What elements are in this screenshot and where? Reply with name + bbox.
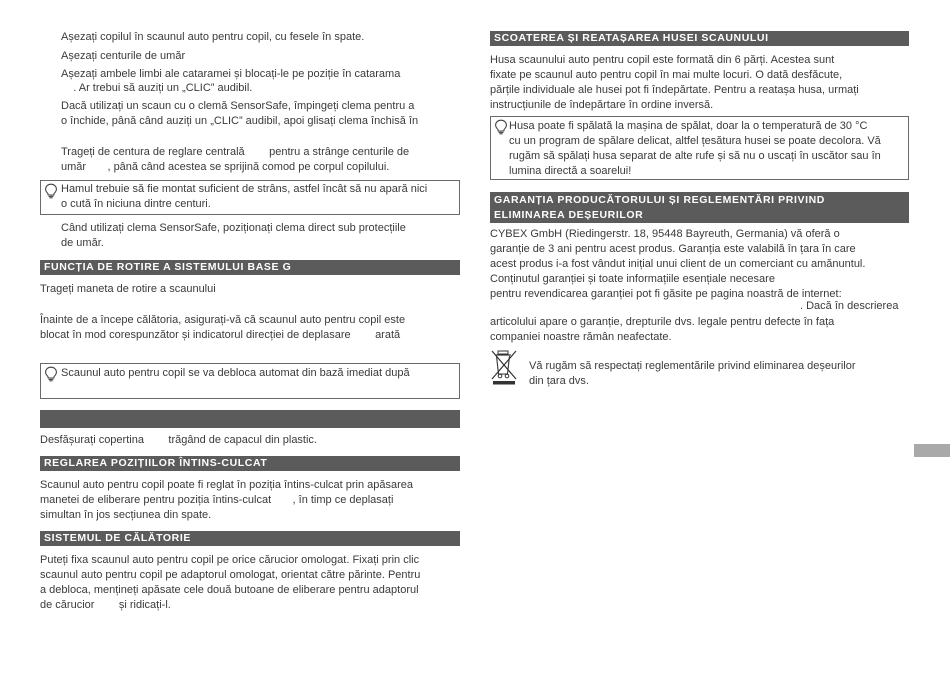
body-text: . Dacă în descrierea — [800, 300, 899, 312]
body-text: simultan în jos secțiunea din spate. — [40, 509, 212, 521]
body-text: Vă rugăm să respectați reglementările privind eliminarea deșeurilor — [529, 360, 856, 372]
body-text: fixate pe scaunul auto pentru copil în mai multe locuri. O dată desfăcute, — [490, 69, 843, 81]
note-box — [40, 180, 460, 215]
body-text: a debloca, mențineți apăsate cele două butoane de eliberare pentru adaptorul — [40, 584, 419, 596]
note-text: lumina directă a soarelui! — [509, 165, 632, 177]
note-box — [490, 116, 909, 180]
body-text: Scaunul auto pentru copil poate fi reglat în poziția întins-culcat prin apăsarea — [40, 479, 414, 491]
step-text: . Ar trebui să auziți un „CLIC” audibil. — [61, 82, 253, 94]
body-text: Puteți fixa scaunul auto pentru copil pe orice cărucior omologat. Fixați prin clic — [40, 554, 420, 566]
section-header-line: ELIMINAREA DEȘEURILOR — [494, 208, 644, 221]
section-header-canopy — [40, 410, 460, 428]
body-text: Husa scaunului auto pentru copil este formată din 6 părți. Acestea sunt — [490, 54, 835, 66]
step-text: o închide, până când auziți un „CLIC” audibil, apoi glisați clema închisă în — [61, 115, 419, 127]
note-text: cu un program de spălare delicat, altfel țesătura husei se poate decolora. Vă — [509, 135, 881, 147]
body-text: din țara dvs. — [529, 375, 589, 387]
step-text: Așezați centurile de umăr — [61, 50, 186, 62]
section-header-cover: SCOATEREA ȘI REATAȘAREA HUSEI SCAUNULUI — [490, 31, 909, 46]
body-text: pentru revendicarea garanției pot fi găsite pe pagina noastră de internet: — [490, 288, 842, 300]
note-box — [40, 363, 460, 399]
note-text: Husa poate fi spălată la mașina de spălat, doar la o temperatură de 30 °C — [509, 120, 868, 132]
body-text: Trageți maneta de rotire a scaunului — [40, 283, 216, 295]
body-text: articolului apare o garanție, drepturile dvs. legale pentru defecte în fața — [490, 316, 835, 328]
body-text: acest produs i-a fost vândut inițial unui client de un comerciant cu amănuntul. — [490, 258, 866, 270]
body-text: Desfășurați copertina trăgând de capacul din plastic. — [40, 434, 317, 446]
section-header-line: GARANȚIA PRODUCĂTORULUI ȘI REGLEMENTĂRI PRIVIND — [494, 194, 825, 206]
section-header-warranty — [490, 192, 909, 223]
body-text: instrucțiunile de îndepărtare în ordine inversă. — [490, 99, 714, 111]
body-text: CYBEX GmbH (Riedingerstr. 18, 95448 Bayreuth, Germania) vă oferă o — [490, 228, 840, 240]
body-text: manetei de eliberare pentru poziția întins-culcat , în timp ce deplasați — [40, 494, 394, 506]
note-text: Scaunul auto pentru copil se va debloca automat din bază imediat după — [61, 367, 410, 379]
body-text: Conținutul garanției și toate informațiile esențiale necesare — [490, 273, 775, 285]
step-text: umăr , până când acestea se sprijină comod pe corpul copilului. — [61, 161, 390, 173]
lightbulb-icon — [44, 183, 58, 199]
body-text: Înainte de a începe călătoria, asigurați-vă că scaunul auto pentru copil este — [40, 314, 406, 326]
body-text: garanție de 3 ani pentru acest produs. Garanția este valabilă în țara în care — [490, 243, 856, 255]
body-text: părțile individuale ale husei pot fi îndepărtate. Pentru a reatașa husa, urmați — [490, 84, 859, 96]
lightbulb-icon — [494, 119, 508, 135]
body-text: companiei noastre rămân neafectate. — [490, 331, 672, 343]
section-header-recline: REGLAREA POZIȚIILOR ÎNTINS-CULCAT — [40, 456, 460, 471]
page-edge-tab — [914, 444, 950, 457]
body-text: de cărucior și ridicați-l. — [40, 599, 171, 611]
step-text: Așezați ambele limbi ale cataramei și blocați-le pe poziție în catarama — [61, 68, 401, 80]
crossed-out-bin-icon — [490, 348, 520, 386]
lightbulb-icon — [44, 366, 58, 382]
section-header-travel: SISTEMUL DE CĂLĂTORIE — [40, 531, 460, 546]
note-text: Hamul trebuie să fie montat suficient de strâns, astfel încât să nu apară nici — [61, 183, 428, 195]
note-text: o cută în niciuna dintre centuri. — [61, 198, 211, 210]
step-text: Când utilizați clema SensorSafe, poziționați clema direct sub protecțiile — [61, 222, 406, 234]
step-text: de umăr. — [61, 237, 104, 249]
body-text: scaunul auto pentru copil pe adaptorul omologat, orientat către părinte. Pentru — [40, 569, 421, 581]
section-header-rotation: FUNCȚIA DE ROTIRE A SISTEMULUI BASE G — [40, 260, 460, 275]
body-text: blocat în mod corespunzător și indicatorul direcției de deplasare arată — [40, 329, 401, 341]
step-text: Așezați copilul în scaunul auto pentru copil, cu fesele în spate. — [61, 31, 365, 43]
step-text: Trageți de centura de reglare centrală pentru a strânge centurile de — [61, 146, 410, 158]
step-text: Dacă utilizați un scaun cu o clemă SensorSafe, împingeți clema pentru a — [61, 100, 415, 112]
note-text: rugăm să spălați husa separat de alte rufe și să nu o uscați în uscător sau în — [509, 150, 881, 162]
